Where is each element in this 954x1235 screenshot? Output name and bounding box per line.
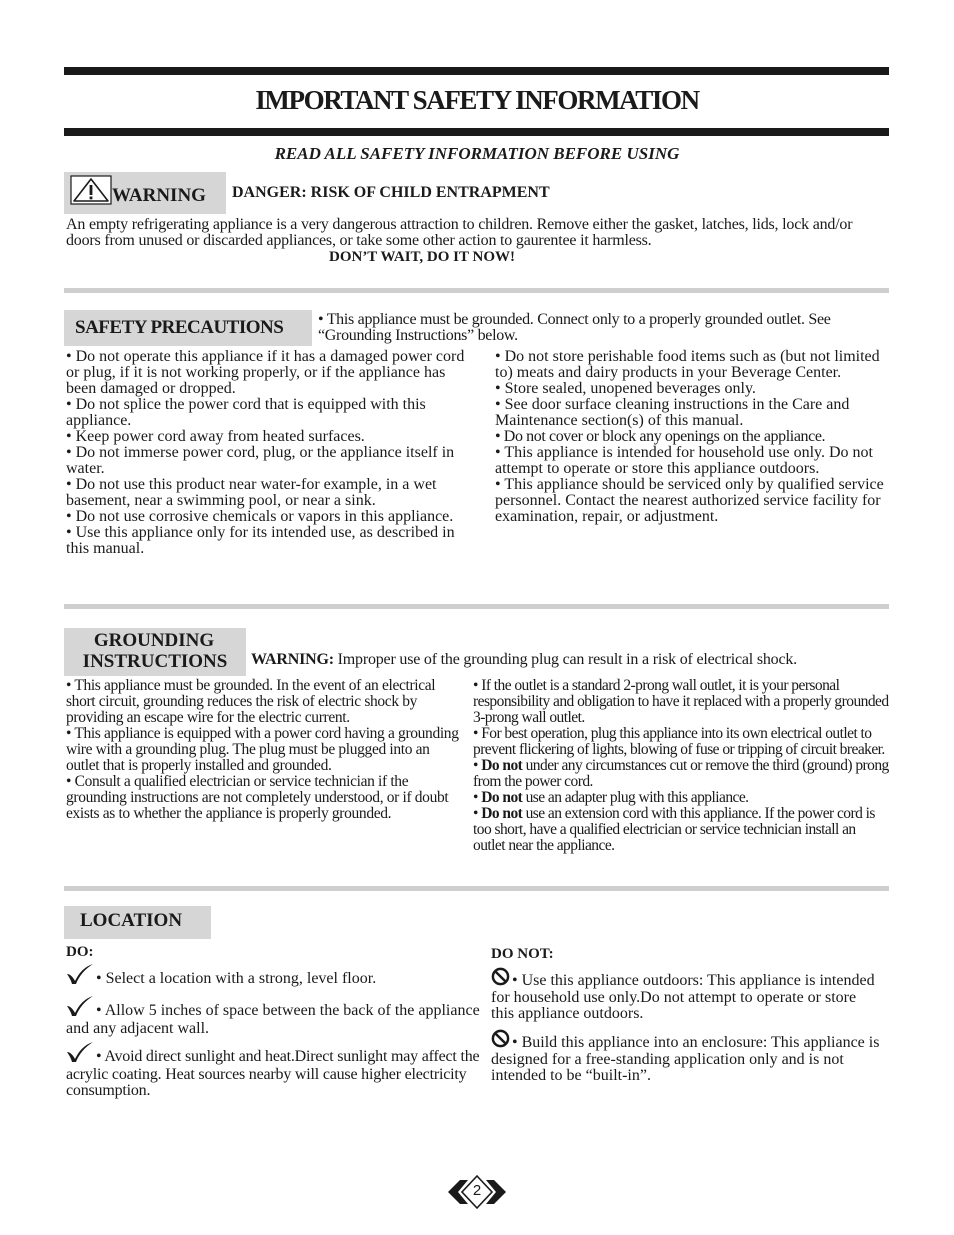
- checkmark-icon: [66, 995, 94, 1021]
- prohibited-icon: [491, 967, 510, 990]
- grounding-label-line2: INSTRUCTIONS: [82, 651, 228, 672]
- list-item: • Do not splice the power cord that is equipped with this appliance.: [66, 396, 426, 429]
- list-item: • Keep power cord away from heated surfaces.: [66, 428, 365, 445]
- do-not-label: DO NOT:: [491, 946, 554, 962]
- grounding-right-column: [473, 678, 889, 854]
- page-title: IMPORTANT SAFETY INFORMATION: [255, 85, 699, 115]
- list-item: • Do not use this product near water-for example, in a wet basement, near a swimming pool, or near a sink.: [66, 476, 437, 509]
- warning-label: WARNING: [112, 185, 206, 206]
- bullet: •: [473, 757, 482, 774]
- prohibited-icon: [491, 1029, 510, 1052]
- list-item: [473, 806, 889, 854]
- safety-left-column: [66, 349, 468, 557]
- item-rest: use an extension cord with this appliance. If the power cord is too short, have a qualified electrician or service technician install an outlet near the appliance.: [473, 805, 875, 854]
- checkmark-icon: [66, 1041, 94, 1067]
- do-not-item-text: • Use this appliance outdoors: This appliance is intended for household use only.Do not attempt to operate or store this appliance outdoors.: [491, 972, 875, 1022]
- list-item: • Do not store perishable food items such as (but not limited to) meats and dairy products in your Beverage Center.: [495, 348, 880, 381]
- page-number-badge-icon: [446, 1173, 508, 1211]
- safety-right-column: [495, 349, 890, 525]
- grounding-left-column: [66, 678, 466, 822]
- checkmark-icon: [66, 963, 94, 989]
- location-label: LOCATION: [80, 910, 183, 931]
- list-item: • Do not immerse power cord, plug, or the appliance itself in water.: [66, 444, 455, 477]
- do-item-2: [66, 995, 481, 1037]
- do-item-1: [66, 963, 481, 989]
- do-not-bold: Do not: [481, 789, 523, 806]
- top-rule: [64, 67, 889, 75]
- list-item: • This appliance is equipped with a power cord having a grounding wire with a grounding plug. The plug must be plugged into an outlet that is properly installed and grounded.: [66, 725, 459, 774]
- list-item: • This appliance is intended for household use only. Do not attempt to operate or store this appliance outdoors.: [495, 444, 873, 477]
- warning-text: An empty refrigerating appliance is a very dangerous attraction to children. Remove either the gasket, latches, lids, lock and/or doors from unused or discarded appliances, or take some other action to gaurentee it harmless.: [66, 216, 853, 249]
- grounding-label-line1: GROUNDING: [93, 630, 215, 651]
- page-number: 2: [472, 1182, 482, 1199]
- do-item-text: • Avoid direct sunlight and heat.Direct sunlight may affect the acrylic coating. Heat sources nearby will cause higher electricity consumption.: [66, 1048, 480, 1099]
- warning-triangle-icon: [70, 175, 112, 211]
- safety-precautions-label: SAFETY PRECAUTIONS: [75, 317, 284, 338]
- do-label: DO:: [66, 944, 94, 960]
- list-item: [473, 790, 889, 806]
- do-not-item-2: [491, 1029, 883, 1084]
- list-item: • Store sealed, unopened beverages only.: [495, 380, 756, 397]
- divider-2: [64, 604, 889, 609]
- list-item: • This appliance must be grounded. In the event of an electrical short circuit, grounding reduces the risk of electric shock by providing an escape wire for the electric current.: [66, 677, 436, 726]
- title-rule: [64, 128, 889, 136]
- grounding-warning-label: WARNING:: [251, 651, 334, 668]
- item-rest: under any circumstances cut or remove the third (ground) prong from the power cord.: [473, 757, 889, 790]
- bullet: •: [473, 789, 482, 806]
- warning-tag: [64, 172, 226, 214]
- warning-emphasis: DON’T WAIT, DO IT NOW!: [328, 249, 515, 265]
- safety-intro: • This appliance must be grounded. Connect only to a properly grounded outlet. See “Grounding Instructions” below.: [318, 311, 831, 344]
- do-item-text: • Allow 5 inches of space between the back of the appliance and any adjacent wall.: [66, 1002, 480, 1037]
- divider-3: [64, 886, 889, 891]
- do-item-text: • Select a location with a strong, level floor.: [96, 970, 377, 987]
- safety-precautions-tag: [64, 310, 312, 346]
- list-item: [473, 758, 889, 790]
- divider-1: [64, 288, 889, 293]
- list-item: • Do not use corrosive chemicals or vapors in this appliance.: [66, 508, 454, 525]
- list-item: • Do not operate this appliance if it has a damaged power cord or plug, if it is not working properly, or if the appliance has been damaged or dropped.: [66, 348, 465, 397]
- list-item: • Do not cover or block any openings on the appliance.: [495, 428, 826, 445]
- location-tag: [64, 906, 211, 939]
- list-item: • This appliance should be serviced only by qualified service personnel. Contact the nearest authorized service facility for examination, repair, or adjustment.: [495, 476, 884, 525]
- danger-heading: DANGER: RISK OF CHILD ENTRAPMENT: [232, 184, 550, 201]
- item-rest: use an adapter plug with this appliance.: [522, 789, 749, 806]
- list-item: • Use this appliance only for its intended use, as described in this manual.: [66, 524, 455, 557]
- bullet: •: [473, 805, 482, 822]
- do-not-item-1: [491, 967, 883, 1022]
- grounding-instructions-tag: [64, 628, 246, 676]
- list-item: • See door surface cleaning instructions in the Care and Maintenance section(s) of this manual.: [495, 396, 850, 429]
- list-item: • Consult a qualified electrician or service technician if the grounding instructions are not completely understood, or if doubt exists as to whether the appliance is properly grounded.: [66, 773, 449, 822]
- page-subtitle: READ ALL SAFETY INFORMATION BEFORE USING: [274, 144, 680, 163]
- do-not-bold: Do not: [481, 757, 523, 774]
- list-item: • If the outlet is a standard 2-prong wall outlet, it is your personal responsibility and obligation to have it replaced with a properly grounded 3-prong wall outlet.: [473, 677, 889, 726]
- list-item: • For best operation, plug this appliance into its own electrical outlet to prevent flickering of lights, blowing of fuse or tripping of circuit breaker.: [473, 725, 885, 758]
- grounding-warning-text: Improper use of the grounding plug can result in a risk of electrical shock.: [333, 651, 797, 668]
- grounding-warning: [251, 651, 797, 669]
- do-not-bold: Do not: [481, 805, 523, 822]
- do-item-3: [66, 1041, 484, 1099]
- do-not-item-text: • Build this appliance into an enclosure: This appliance is designed for a free-standing application only and is not intended to be “built-in”.: [491, 1034, 880, 1084]
